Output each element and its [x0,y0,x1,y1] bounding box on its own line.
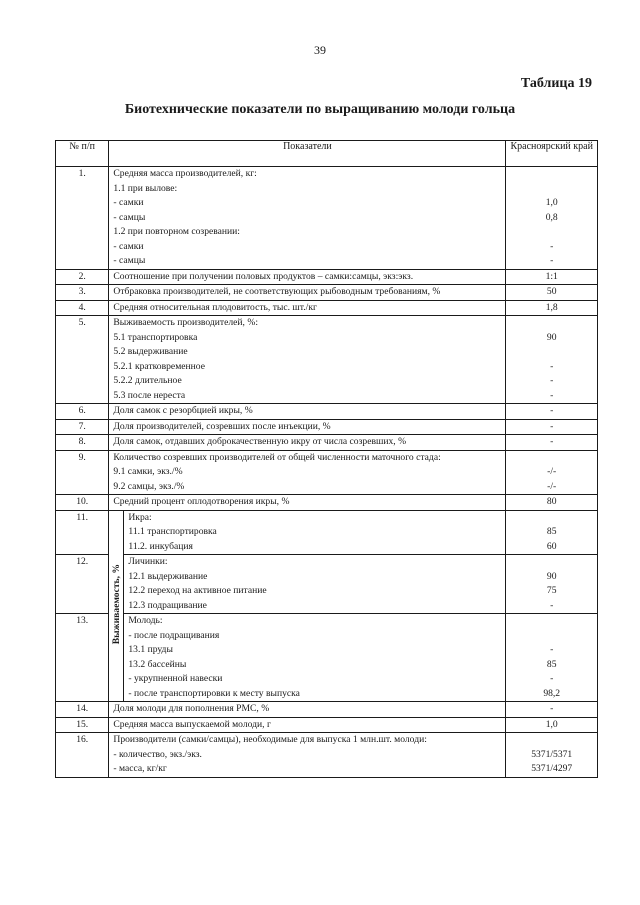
value-line: 90 [546,570,557,582]
row-number: 4. [78,301,86,313]
indicator-line: Икра: [128,511,152,523]
table-label: Таблица 19 [520,76,592,91]
table-row [56,555,598,614]
page-number: 39 [314,43,326,57]
row-value-cell [506,419,598,435]
value-line: - [550,240,554,252]
table-body [56,167,598,778]
row-number-cell [56,733,109,778]
row-number: 14. [76,703,89,714]
indicator-line: Личинки: [128,556,168,567]
biotech-table [55,140,598,778]
row-number: 16. [76,734,89,745]
indicator-line: - после транспортировки к месту выпуска [128,687,300,699]
row-number-cell [56,167,109,270]
row-indicator-cell [109,702,506,718]
table-row [56,510,598,555]
value-line [506,182,597,197]
value-line: 1,8 [545,301,558,313]
indicator-line: Средняя масса производителей, кг: [113,168,257,179]
row-number-cell [56,435,109,451]
row-value-cell [506,404,598,420]
indicator-line: Производители (самки/самцы), необходимые для выпуска 1 млн.шт. молоди: [113,734,427,745]
row-number-cell [56,510,109,555]
table-row [56,316,598,404]
indicator-line: Выживаемость производителей, %: [113,317,258,328]
value-line: -/- [547,480,557,492]
row-value-cell [506,717,598,733]
value-line: - [550,420,554,432]
value-line: 75 [546,585,557,596]
value-line: - [550,255,554,266]
row-indicator-cell [109,269,506,285]
value-line: - [550,673,554,684]
row-value-cell [506,450,598,495]
indicator-line: 12.2 переход на активное питание [128,585,267,596]
value-line: 85 [546,526,557,537]
value-line: 60 [546,540,557,552]
indicator-line: 5.2 выдерживание [113,346,188,357]
row-number: 13. [76,615,89,626]
row-value-cell [506,316,598,404]
value-line: - [550,599,554,611]
value-line [506,733,597,748]
row-number: 12. [76,556,89,567]
table-row [56,435,598,451]
row-number-cell [56,495,109,511]
row-indicator-cell [109,316,506,404]
value-line [506,451,597,466]
value-line: 5371/4297 [531,763,573,774]
row-indicator-cell [109,435,506,451]
row-number: 11. [76,511,89,523]
row-number-cell [56,717,109,733]
indicator-line: Молодь: [128,615,163,626]
indicator-line: 13.2 бассейны [128,658,187,670]
row-value-cell [506,495,598,511]
indicator-line: 5.2.1 кратковременное [113,360,205,372]
indicator-line: 9.1 самки, экз./% [113,466,183,477]
table-row [56,285,598,301]
table-header-row [56,141,598,167]
indicator-line: 13.1 пруды [128,644,173,655]
indicator-line: Доля молоди для пополнения РМС, % [113,703,270,714]
row-number: 10. [76,496,89,507]
indicator-line: 5.1 транспортировка [113,331,198,343]
indicator-line: - количество, экз./экз. [113,748,202,760]
indicator-line: Средняя масса выпускаемой молоди, г [113,718,271,730]
table-title: Биотехнические показатели по выращиванию молоди гольца [124,102,516,117]
row-number-cell [56,269,109,285]
indicator-line: 11.2. инкубация [128,540,193,552]
indicator-line: Средняя относительная плодовитость, тыс. шт./кг [113,301,317,313]
value-line: 80 [546,496,557,507]
table-row [56,269,598,285]
indicator-line: - самки [113,197,144,208]
value-line [506,316,597,331]
header-indicator: Показатели [109,141,506,167]
row-value-cell [506,614,598,702]
indicator-line: - укрупненной навески [128,673,223,684]
row-indicator-cell [109,717,506,733]
indicator-line: 12.1 выдерживание [128,570,208,582]
value-line: 1,0 [545,197,558,208]
table-row [56,614,598,702]
indicator-line: 5.2.2 длительное [113,375,182,386]
table-row [56,300,598,316]
value-line: 1:1 [545,270,558,282]
row-number: 2. [78,270,86,282]
header-region: Красноярский край [506,141,598,167]
indicator-line: 9.2 самцы, экз./% [113,480,185,492]
row-value-cell [506,702,598,718]
value-line [506,629,597,644]
header-num: № п/п [56,141,109,167]
row-value-cell [506,555,598,614]
table-row [56,404,598,420]
row-number-cell [56,614,109,702]
row-number: 8. [78,436,86,447]
row-value-cell [506,300,598,316]
row-number: 6. [78,405,86,416]
indicator-line: Доля самок с резорбцией икры, % [113,405,253,416]
row-number: 5. [78,317,86,328]
table-row [56,495,598,511]
row-indicator-cell [109,495,506,511]
row-value-cell [506,510,598,555]
indicator-line: 5.3 после нереста [113,389,186,401]
row-indicator-cell [124,510,506,555]
row-value-cell [506,435,598,451]
row-number-cell [56,702,109,718]
indicator-line: 1.1 при вылове: [113,182,178,194]
row-value-cell [506,269,598,285]
indicator-line: - масса, кг/кг [113,763,167,774]
row-number: 9. [78,451,86,463]
value-line: 0,8 [545,211,558,223]
table-row [56,717,598,733]
value-line: 50 [546,286,557,297]
value-line: - [550,389,554,401]
row-indicator-cell [109,450,506,495]
table-row [56,733,598,778]
value-line: 85 [546,658,557,670]
row-number-cell [56,450,109,495]
value-line: - [550,436,554,447]
value-line [506,555,597,570]
row-indicator-cell [124,614,506,702]
indicator-line: 11.1 транспортировка [128,526,217,537]
value-line [506,614,597,629]
value-line [506,345,597,360]
vertical-label: Выживаемость, % [110,564,122,645]
indicator-line: Количество созревших производителей от общей численности маточного стада: [113,451,441,463]
row-number-cell [56,555,109,614]
value-line [506,225,597,240]
row-number-cell [56,285,109,301]
row-indicator-cell [109,300,506,316]
value-line: - [550,360,554,372]
value-line: 98,2 [543,687,561,699]
value-line: -/- [547,466,557,477]
table-row [56,167,598,270]
value-line: 90 [546,331,557,343]
value-line: - [550,375,554,386]
row-number-cell [56,316,109,404]
row-value-cell [506,285,598,301]
indicator-line: Доля производителей, созревших после инъекции, % [113,420,331,432]
row-number-cell [56,404,109,420]
row-indicator-cell [109,167,506,270]
indicator-line: Соотношение при получении половых продуктов – самки:самцы, экз:экз. [113,270,414,282]
table-row [56,450,598,495]
indicator-line: Средний процент оплодотворения икры, % [113,496,290,507]
table-row [56,419,598,435]
value-line [506,167,597,182]
row-indicator-cell [109,285,506,301]
indicator-line: Доля самок, отдавших доброкачественную икру от числа созревших, % [113,436,407,447]
row-value-cell [506,733,598,778]
indicator-line: - самцы [113,255,146,266]
value-line: - [550,405,554,416]
value-line [506,511,597,526]
value-line: - [550,644,554,655]
row-number-cell [56,419,109,435]
table-row [56,702,598,718]
indicator-line: - самки [113,240,144,252]
row-number-cell [56,300,109,316]
indicator-line: 1.2 при повторном созревании: [113,226,240,237]
row-value-cell [506,167,598,270]
value-line: 5371/5371 [531,748,573,760]
indicator-line: Отбраковка производителей, не соответствующих рыбоводным требованиям, % [113,286,441,297]
row-indicator-cell [109,404,506,420]
row-number: 3. [78,286,86,297]
indicator-line: - самцы [113,211,146,223]
value-line: - [550,703,554,714]
indicator-line: - после подращивания [128,629,220,641]
row-number: 1. [78,168,86,179]
row-indicator-cell [109,733,506,778]
indicator-line: 12.3 подращивание [128,599,207,611]
value-line: 1,0 [545,718,558,730]
row-indicator-cell [109,419,506,435]
row-number: 7. [78,420,86,432]
row-indicator-cell [124,555,506,614]
row-number: 15. [76,718,89,730]
vertical-label-cell [109,510,124,702]
